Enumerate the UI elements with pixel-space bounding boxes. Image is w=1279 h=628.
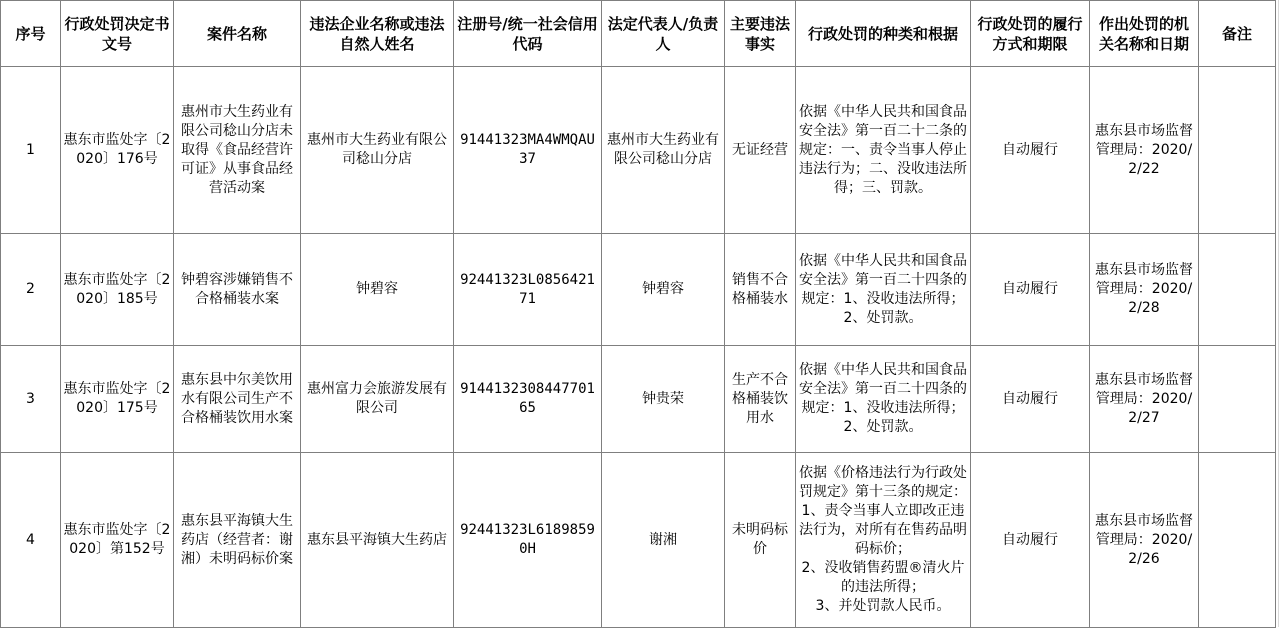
header-seq[interactable]: 序号 [1, 1, 61, 67]
header-authority-date[interactable]: 作出处罚的机关名称和日期 [1090, 1, 1199, 67]
header-doc-no[interactable]: 行政处罚决定书文号 [61, 1, 174, 67]
cell-reg-no[interactable]: 91441323MA4WMQAU37 [454, 67, 602, 234]
cell-penalty-basis[interactable]: 依据《中华人民共和国食品安全法》第一百二十四条的规定：1、没收违法所得；2、处罚款。 [796, 346, 971, 453]
cell-authority-date[interactable]: 惠东县市场监督管理局：2020/2/27 [1090, 346, 1199, 453]
cell-facts[interactable]: 销售不合格桶装水 [725, 234, 796, 346]
cell-case-name[interactable]: 钟碧容涉嫌销售不合格桶装水案 [174, 234, 301, 346]
cell-remarks[interactable] [1199, 346, 1276, 453]
cell-doc-no[interactable]: 惠东市监处字〔2020〕176号 [61, 67, 174, 234]
header-legal-rep[interactable]: 法定代表人/负责人 [602, 1, 725, 67]
header-party[interactable]: 违法企业名称或违法自然人姓名 [301, 1, 454, 67]
header-fulfillment[interactable]: 行政处罚的履行方式和期限 [971, 1, 1090, 67]
table-row [1, 453, 1276, 628]
header-penalty-basis[interactable]: 行政处罚的种类和根据 [796, 1, 971, 67]
cell-party[interactable]: 惠东县平海镇大生药店 [301, 453, 454, 628]
header-facts[interactable]: 主要违法事实 [725, 1, 796, 67]
cell-reg-no[interactable]: 92441323L085642171 [454, 234, 602, 346]
header-row [1, 1, 1276, 67]
cell-remarks[interactable] [1199, 234, 1276, 346]
cell-case-name[interactable]: 惠东县平海镇大生药店（经营者：谢湘）未明码标价案 [174, 453, 301, 628]
cell-legal-rep[interactable]: 钟碧容 [602, 234, 725, 346]
penalty-basis-line: 2、没收销售药盟®清火片的违法所得； [801, 560, 965, 595]
penalty-basis-line: 3、并处罚款人民币。 [815, 598, 951, 614]
cell-authority-date[interactable]: 惠东县市场监督管理局：2020/2/26 [1090, 453, 1199, 628]
table-row [1, 67, 1276, 234]
cell-party[interactable]: 惠州富力会旅游发展有限公司 [301, 346, 454, 453]
cell-facts[interactable]: 未明码标价 [725, 453, 796, 628]
cell-penalty-basis[interactable]: 依据《中华人民共和国食品安全法》第一百二十二条的规定：一、责令当事人停止违法行为；二、没收违法所得；三、罚款。 [796, 67, 971, 234]
header-remarks[interactable]: 备注 [1199, 1, 1276, 67]
cell-authority-date[interactable]: 惠东县市场监督管理局：2020/2/22 [1090, 67, 1199, 234]
cell-remarks[interactable] [1199, 453, 1276, 628]
cell-doc-no[interactable]: 惠东市监处字〔2020〕185号 [61, 234, 174, 346]
cell-authority-date[interactable]: 惠东县市场监督管理局：2020/2/28 [1090, 234, 1199, 346]
header-reg-no[interactable]: 注册号/统一社会信用代码 [454, 1, 602, 67]
cell-doc-no[interactable]: 惠东市监处字〔2020〕第152号 [61, 453, 174, 628]
cell-facts[interactable]: 生产不合格桶装饮用水 [725, 346, 796, 453]
cell-penalty-basis[interactable] [796, 453, 971, 628]
cell-doc-no[interactable]: 惠东市监处字〔2020〕175号 [61, 346, 174, 453]
table-row [1, 346, 1276, 453]
cell-fulfillment[interactable]: 自动履行 [971, 67, 1090, 234]
cell-penalty-basis[interactable]: 依据《中华人民共和国食品安全法》第一百二十四条的规定：1、没收违法所得；2、处罚款。 [796, 234, 971, 346]
cell-legal-rep[interactable]: 钟贵荣 [602, 346, 725, 453]
cell-case-name[interactable]: 惠州市大生药业有限公司稔山分店未取得《食品经营许可证》从事食品经营活动案 [174, 67, 301, 234]
cell-fulfillment[interactable]: 自动履行 [971, 234, 1090, 346]
header-case-name[interactable]: 案件名称 [174, 1, 301, 67]
cell-reg-no[interactable]: 914413230844770165 [454, 346, 602, 453]
cell-facts[interactable]: 无证经营 [725, 67, 796, 234]
cell-reg-no[interactable]: 92441323L61898590H [454, 453, 602, 628]
cell-seq[interactable]: 3 [1, 346, 61, 453]
penalty-basis-line: 依据《价格违法行为行政处罚规定》第十三条的规定：1、责令当事人立即改正违法行为，对所有在售药品明码标价； [799, 465, 967, 557]
cell-seq[interactable]: 4 [1, 453, 61, 628]
cell-case-name[interactable]: 惠东县中尔美饮用水有限公司生产不合格桶装饮用水案 [174, 346, 301, 453]
cell-party[interactable]: 钟碧容 [301, 234, 454, 346]
cell-remarks[interactable] [1199, 67, 1276, 234]
cell-legal-rep[interactable]: 谢湘 [602, 453, 725, 628]
cell-fulfillment[interactable]: 自动履行 [971, 453, 1090, 628]
cell-seq[interactable]: 1 [1, 67, 61, 234]
cell-seq[interactable]: 2 [1, 234, 61, 346]
cell-party[interactable]: 惠州市大生药业有限公司稔山分店 [301, 67, 454, 234]
cell-legal-rep[interactable]: 惠州市大生药业有限公司稔山分店 [602, 67, 725, 234]
table-row [1, 234, 1276, 346]
cell-fulfillment[interactable]: 自动履行 [971, 346, 1090, 453]
